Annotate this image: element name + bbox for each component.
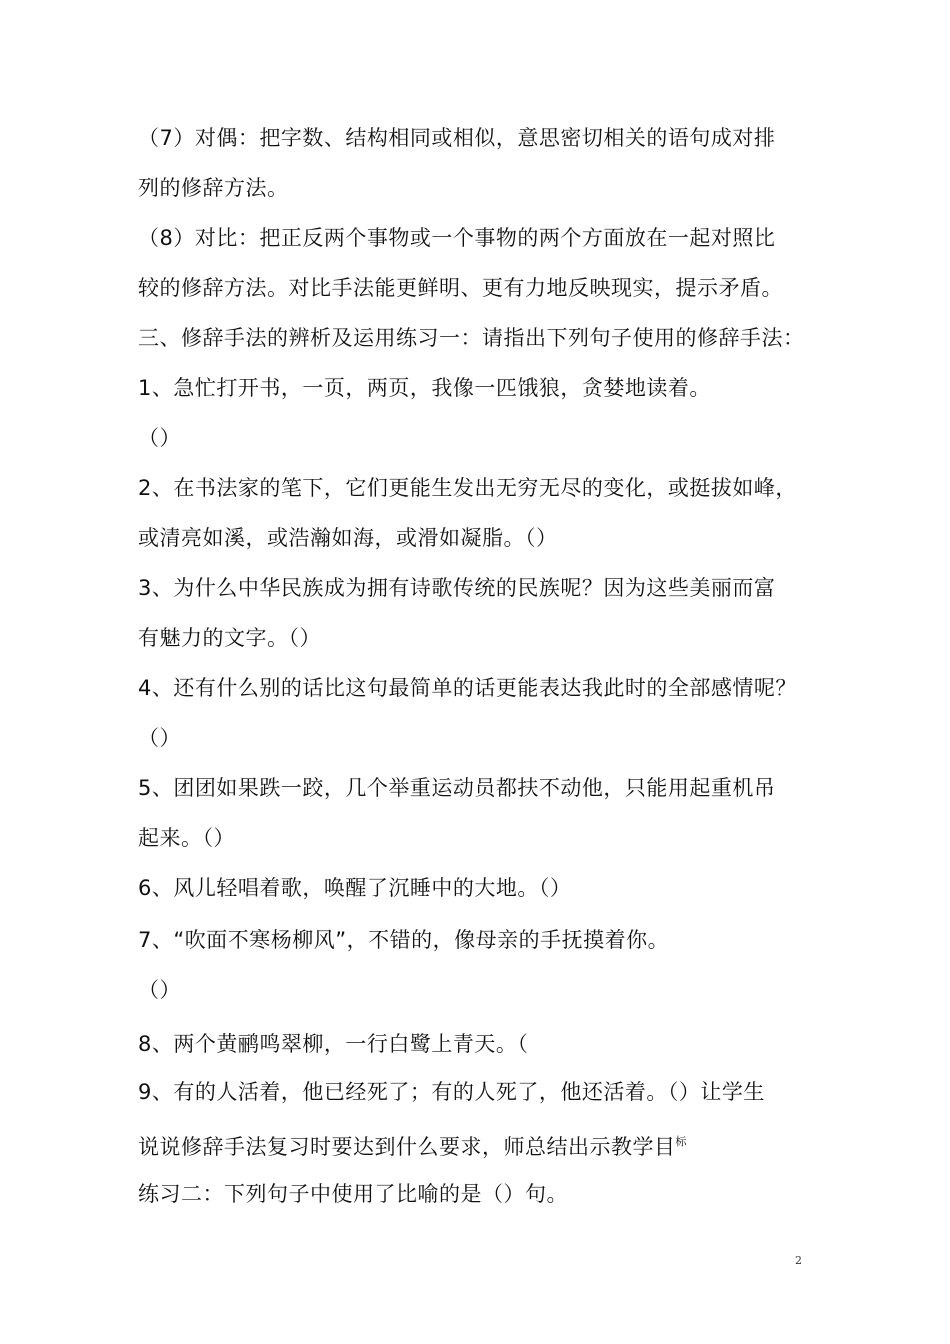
text-line-1: （7）对偶：把字数、结构相同或相似，意思密切相关的语句成对排 — [138, 126, 776, 150]
text-line-3: （8）对比：把正反两个事物或一个事物的两个方面放在一起对照比 — [138, 226, 776, 250]
text-line-21 — [138, 1127, 838, 1162]
text-line-14: 5、团团如果跌一跤，几个举重运动员都扶不动他，只能用起重机吊 — [138, 776, 776, 800]
superscript-text: 标 — [675, 1135, 687, 1148]
text-line-18: （） — [138, 978, 181, 1002]
text-line-20: 9、有的人活着，他已经死了；有的人死了，他还活着。（）让学生 — [138, 1080, 765, 1104]
text-line-10: 3、为什么中华民族成为拥有诗歌传统的民族呢？因为这些美丽而富 — [138, 576, 776, 600]
text-line-11: 有魅力的文字。（） — [138, 626, 321, 650]
text-line-13: （） — [138, 726, 181, 750]
text-line-22: 练习二：下列句子中使用了比喻的是（）句。 — [138, 1182, 568, 1206]
text-line-6: 1、急忙打开书，一页，两页，我像一匹饿狼，贪婪地读着。 — [138, 376, 711, 400]
text-line-12: 4、还有什么别的话比这句最简单的话更能表达我此时的全部感情呢？ — [138, 676, 797, 700]
text-line-7: （） — [138, 426, 181, 450]
page-number: 2 — [795, 1254, 802, 1267]
text-line-17: 7、“吹面不寒杨柳风”，不错的，像母亲的手抚摸着你。 — [138, 928, 670, 952]
text-line-15: 起来。（） — [138, 826, 235, 850]
text-line-21-body: 说说修辞手法复习时要达到什么要求，师总结出示教学目 — [138, 1135, 676, 1159]
text-line-9: 或清亮如溪，或浩瀚如海，或滑如凝脂。（） — [138, 526, 558, 550]
text-line-5: 三、修辞手法的辨析及运用练习一：请指出下列句子使用的修辞手法： — [138, 326, 805, 350]
text-line-19: 8、两个黄鹂鸣翠柳，一行白鹭上青天。（ — [138, 1032, 529, 1056]
text-line-2: 列的修辞方法。 — [138, 176, 289, 200]
text-line-4: 较的修辞方法。对比手法能更鲜明、更有力地反映现实，提示矛盾。 — [138, 276, 783, 300]
text-line-8: 2、在书法家的笔下，它们更能生发出无穷无尽的变化，或挺拔如峰， — [138, 476, 797, 500]
text-line-16: 6、风儿轻唱着歌，唤醒了沉睡中的大地。（） — [138, 876, 572, 900]
